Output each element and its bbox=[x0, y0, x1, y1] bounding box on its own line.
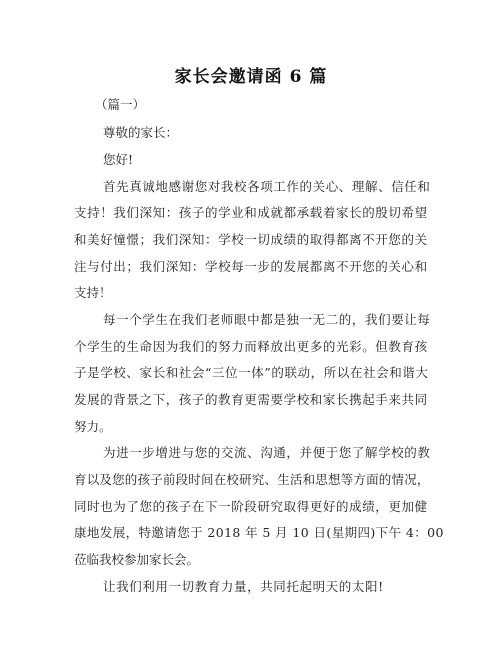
paragraph-3-line-1: 为进一步增进与您的交流、沟通，并便于您了解学校的教 bbox=[103, 445, 431, 460]
document-title: 家长会邀请函 6 篇 bbox=[174, 67, 328, 87]
section-label: （篇一） bbox=[95, 97, 146, 112]
greeting: 您好! bbox=[103, 152, 134, 167]
paragraph-2-line-1: 每一个学生在我们老师眼中都是独一无二的，我们要让每 bbox=[103, 312, 431, 327]
paragraph-3-line-5: 莅临我校参加家长会。 bbox=[74, 552, 200, 567]
paragraph-2-line-5: 努力。 bbox=[74, 419, 112, 434]
paragraph-3-line-3: 同时也为了您的孩子在下一阶段研究取得更好的成绩，更加健 bbox=[74, 499, 428, 514]
paragraph-1-line-3: 和美好憧憬；我们深知：学校一切成绩的取得都离不开您的关 bbox=[74, 232, 428, 247]
paragraph-1-line-1: 首先真诚地感谢您对我校各项工作的关心、理解、信任和 bbox=[103, 179, 431, 194]
paragraph-2-line-4: 发展的背景之下，孩子的教育更需要学校和家长携起手来共同 bbox=[74, 392, 428, 407]
paragraph-3-line-4: 康地发展，特邀请您于 2018 年 5 月 10 日(星期四)下午 4：00 bbox=[74, 525, 444, 540]
paragraph-3-line-2: 育以及您的孩子前段时间在校研究、生活和思想等方面的情况， bbox=[74, 472, 430, 487]
paragraph-2-line-3: 子是学校、家长和社会“三位一体”的联动，所以在社会和谐大 bbox=[74, 365, 429, 380]
paragraph-1-line-2: 支持！我们深知：孩子的学业和成就都承载着家长的殷切希望 bbox=[74, 205, 428, 220]
salutation: 尊敬的家长： bbox=[103, 125, 179, 140]
paragraph-1-line-5: 支持！ bbox=[74, 285, 112, 300]
paragraph-4-line-1: 让我们利用一切教育力量，共同托起明天的太阳! bbox=[103, 579, 384, 594]
paragraph-1-line-4: 注与付出；我们深知：学校每一步的发展都离不开您的关心和 bbox=[74, 259, 428, 274]
paragraph-2-line-2: 个学生的生命因为我们的努力而释放出更多的光彩。但教育孩 bbox=[74, 339, 428, 354]
